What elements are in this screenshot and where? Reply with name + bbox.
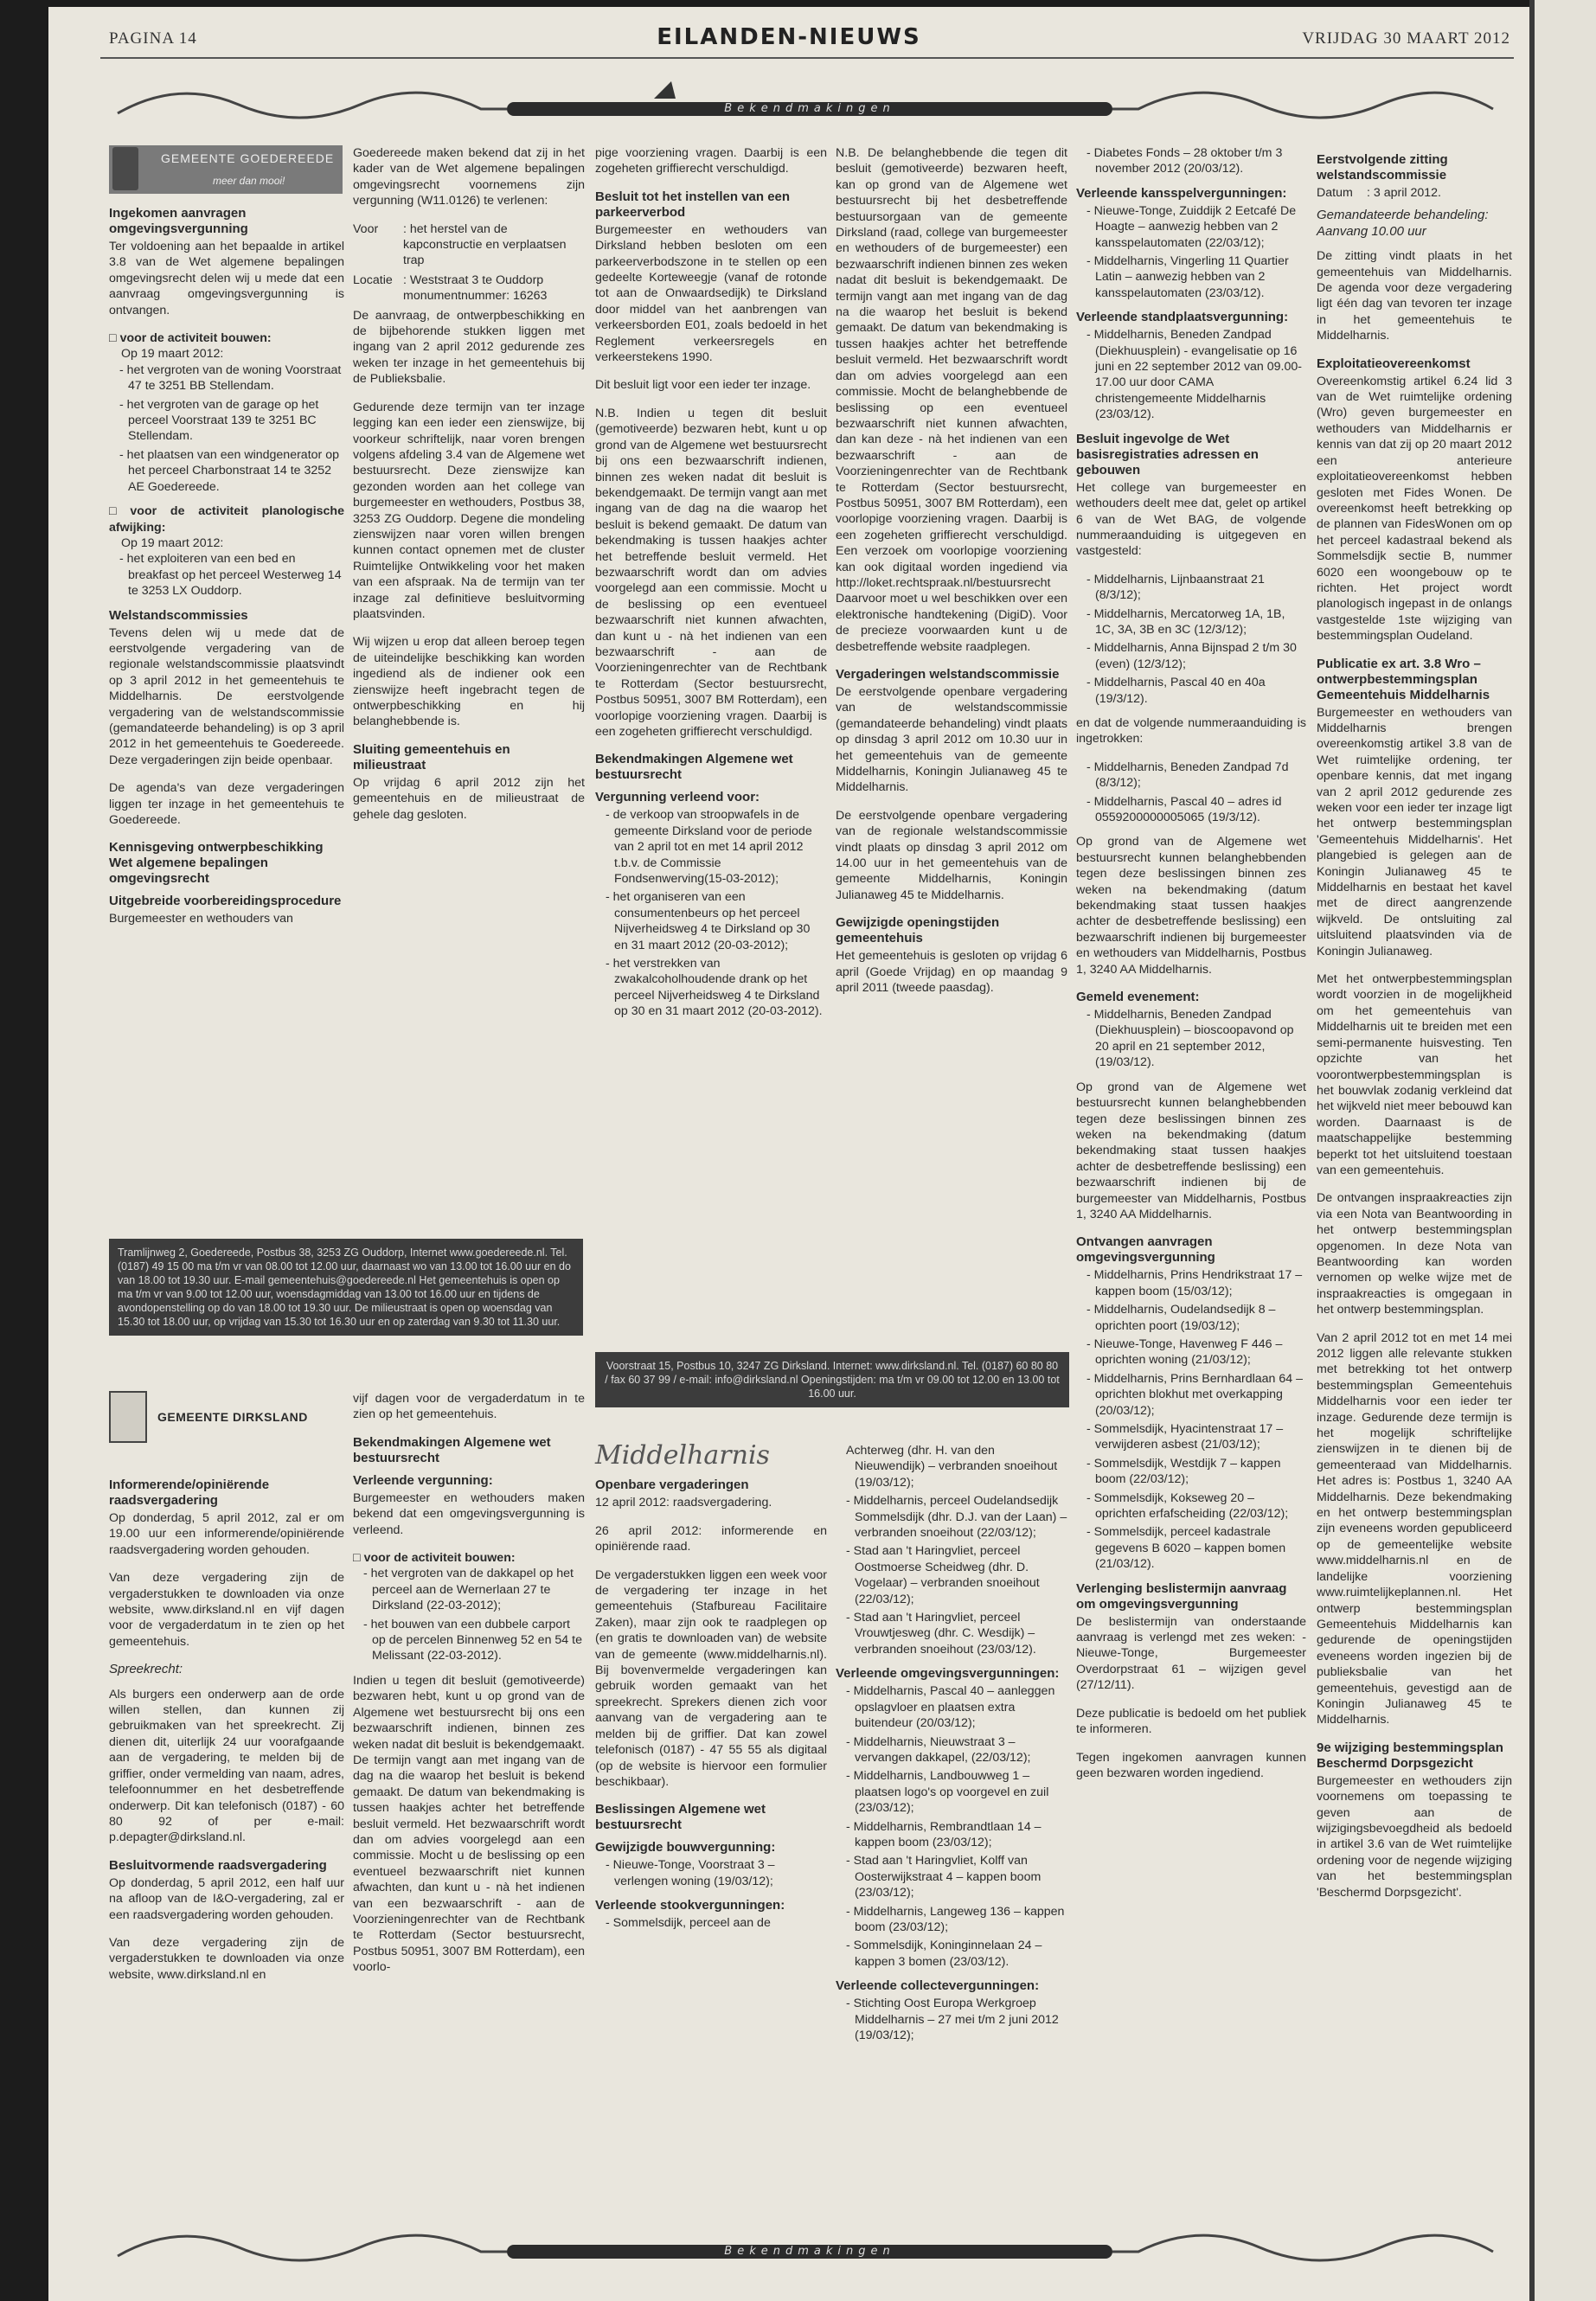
item-list bbox=[1086, 572, 1306, 707]
list-item: - het vergroten van de garage op het perceel Voorstraat 139 te 3251 BC Stellendam. bbox=[119, 397, 319, 444]
item-list bbox=[606, 807, 827, 1019]
list-item: - Middelharnis, Pascal 40 – aanleggen opslagvloer en plaatsen extra buitendeur (20/03/12); bbox=[846, 1684, 1055, 1731]
paragraph: Tegen ingekomen aanvragen kunnen geen bezwaren worden ingediend. bbox=[1076, 1750, 1306, 1780]
adjacent-page-edge bbox=[1529, 0, 1596, 2301]
paragraph: Burgemeester en wethouders van bbox=[109, 912, 293, 926]
middelharnis-logo: Middelharnis bbox=[595, 1440, 770, 1471]
section-heading: Verleende vergunning: bbox=[353, 1472, 493, 1488]
list-item: - Middelharnis, Oudelandsedijk 8 – oprichten poort (19/03/12); bbox=[1086, 1303, 1276, 1333]
paragraph: Op grond van de Algemene wet bestuursrecht kunnen belanghebbenden tegen deze beslissingen binnen zes weken na bekendmaking (datum bekendmaking staat tussen haakjes achter de desbetreffende beslissing) een bezwaarschrift indienen bij de burgemeester van Middelharnis, Postbus 1, 3240 AA Middelharnis. bbox=[1076, 1080, 1306, 1221]
item-list bbox=[606, 1857, 827, 1889]
banner-label-bottom: Bekendmakingen bbox=[507, 2245, 1112, 2259]
paragraph: Op vrijdag 6 april 2012 zijn het gemeentehuis en de milieustraat de gehele dag gesloten. bbox=[353, 775, 585, 822]
kv-key: Locatie bbox=[353, 272, 393, 287]
goedereede-column-1 bbox=[109, 145, 344, 939]
dirksland-logo bbox=[109, 1391, 344, 1443]
list-item: - de verkoop van stroopwafels in de gemeente Dirksland voor de periode van 2 april tot en met 14 april 2012 t.b.v. de Commissie Fondsenwerving(15-03-2012); bbox=[606, 808, 812, 887]
paragraph: Op donderdag, 5 april 2012, zal er om 19.00 uur een informerende/opiniërende raadsvergadering worden gehouden. bbox=[109, 1511, 344, 1557]
list-item: - Middelharnis, Mercatorweg 1A, 1B, 1C, 3A, 3B en 3C (12/3/12); bbox=[1086, 606, 1285, 637]
goedereede-column-2 bbox=[353, 145, 585, 835]
section-heading: 9e wijziging bestemmingsplan Beschermd Dorpsgezicht bbox=[1317, 1740, 1503, 1771]
list-item: - het bouwen van een dubbele carport op de percelen Binnenweg 52 en 54 te Melissant (22-03-2012). bbox=[363, 1617, 582, 1663]
goedereede-crest-icon bbox=[112, 147, 138, 190]
section-heading: Bekendmakingen Algemene wet bestuursrecht bbox=[353, 1434, 551, 1465]
section-heading: Besluit ingevolge de Wet basisregistraties adressen en gebouwen bbox=[1076, 431, 1259, 478]
activity-label: □ voor de activiteit planologische afwijking: bbox=[109, 503, 344, 535]
section-heading: Verlenging beslistermijn aanvraag om omgevingsvergunning bbox=[1076, 1580, 1287, 1612]
list-item: - Sommelsdijk, Westdijk 7 – kappen boom (22/03/12); bbox=[1086, 1456, 1281, 1487]
paragraph: Indien u tegen dit besluit (gemotiveerde) bezwaren hebt, kunt u op grond van de Algemene wet bestuursrecht bij ons een bezwaarschrift indienen, binnen zes weken nadat dit besluit is bekendgemaakt. De termijn vangt aan met ingang van de dag na die waarop het besluit is bekend gemaakt. De datum van bekendmaking is tussen haakjes achter het betreffende besluit vermeld. Het bezwaarschrift wordt dan om advies voorgelegd aan een commissie. Mocht u de beslissing op een eventueel bezwaarschrift niet kunnen afwachten, dan kunt u - nà het indienen van een bezwaarschrift - aan de Voorzieningenrechter van de Rechtbank te Rotterdam (Sector bestuursrecht, Postbus 50951, 3007 BM Rotterdam), een voorlo- bbox=[353, 1673, 585, 1975]
item-list bbox=[1086, 1267, 1306, 1572]
list-item: - het vergroten van de dakkapel op het perceel aan de Wernerlaan 27 te Dirksland (22-03-2012); bbox=[363, 1567, 574, 1613]
subheading: Spreekrecht: bbox=[109, 1662, 183, 1677]
list-item: - Middelharnis, Beneden Zandpad (Diekhuusplein) – bioscoopavond op 20 april en 21 september 2012, (19/03/12). bbox=[1086, 1008, 1294, 1070]
paragraph: Burgemeester en wethouders van Middelharnis brengen overeenkomstig artikel 3.8 van de Wet ruimtelijke ordening, ter openbare kennis, dat met ingang van 2 april 2012 gedurende zes weken voor een ieder ter inzage ligt het ontwerp bestemmingsplan 'Gemeentehuis Middelharnis'. Het plangebied is gelegen aan de Koningin Julianaweg 45 te Middelharnis en bestaat het kavel met de direct aangrenzende wijkveld. De ontsluiting zal uitsluitend plaatsvinden via de Koningin Julianaweg. bbox=[1317, 705, 1512, 958]
section-heading: Welstandscommissies bbox=[109, 607, 248, 623]
paragraph: Van 2 april 2012 tot en met 14 mei 2012 liggen alle relevante stukken met betrekking tot het ontwerp bestemmingsplan Gemeentehuis Middelharnis voor een ieder ter inzage. Gedurende deze termijn is het mogelijk schriftelijke zienswijzen in te dienen bij de gemeenteraad van Middelharnis. Het adres is: Postbus 1, 3240 AA Middelharnis. Deze bekendmaking en het ontwerp bestemmingsplan zijn eveneens worden gepubliceerd op de gemeentelijke website www.middelharnis.nl en de landelijke voorziening www.ruimtelijkeplannen.nl. Het ontwerp bestemmingsplan Gemeentehuis Middelharnis kan gedurende de openingstijden eveneens worden ingezien bij de publieksbalie van het gemeentehuis, gevestigd aan de Koningin Julianaweg 45 te Middelharnis. bbox=[1317, 1330, 1512, 1727]
list-item: - het plaatsen van een windgenerator op het perceel Charbonstraat 14 te 3252 AE Goedereede. bbox=[119, 447, 339, 494]
paragraph: Gedurende deze termijn van ter inzage legging kan een ieder een zienswijze, bij voorkeur schriftelijk, naar voren brengen volgens afdeling 3.4 van de Algemene wet bestuursrecht. Deze zienswijze kan gezonden worden aan het college van burgemeester en wethouders, Postbus 38, 3253 ZG Ouddorp. Degene die mondeling zienswijzen naar voren willen brengen kunnen contact opnemen met de cluster Ruimtelijke Ontwikkeling voor het maken van een afspraak. Na de termijn van ter inzage zal definitieve besluitvorming plaatsvinden. bbox=[353, 400, 585, 621]
item-list bbox=[363, 1566, 585, 1663]
list-item: - het vergroten van de woning Voorstraat 47 te 3251 BB Stellendam. bbox=[119, 362, 342, 394]
list-item: - Stad aan 't Haringvliet, perceel Oostmoerse Scheidweg (dhr. D. Vogelaar) – verbranden snoeihout (22/03/12); bbox=[846, 1544, 1040, 1606]
subheading: Gemandateerde behandeling: Aanvang 10.00 uur bbox=[1317, 208, 1489, 239]
list-item: - Sommelsdijk, Hyacintenstraat 17 – verwijderen asbest (21/03/12); bbox=[1086, 1422, 1284, 1452]
paragraph: 26 april 2012: informerende en opiniërende raad. bbox=[595, 1523, 827, 1554]
list-item: - het organiseren van een consumentenbeurs op het perceel Nijverheidsweg 4 te Dirksland op 30 en 31 maart 2012 (20-03-2012); bbox=[606, 890, 811, 952]
item-list bbox=[1086, 760, 1306, 826]
date-line: Op 19 maart 2012: bbox=[121, 535, 224, 550]
item-list bbox=[119, 362, 344, 495]
section-heading: Sluiting gemeentehuis en milieustraat bbox=[353, 741, 510, 772]
paragraph: Met het ontwerpbestemmingsplan wordt voorzien in de mogelijkheid om het gemeentehuis van Middelharnis uit te breiden met een semi-permanente huisvesting. Ten opzichte van het voorontwerpbestemmingsplan is het bouwvlak zodanig verkleind dat het wijkveld niet meer bebouwd kan worden. Daarnaast is de maatschappelijke bestemming beperkt tot het uitsluitend toestaan van een gemeentehuis. bbox=[1317, 972, 1512, 1177]
header-rule bbox=[100, 57, 1514, 59]
section-heading: Bekendmakingen Algemene wet bestuursrecht bbox=[595, 752, 793, 783]
date-line: Op 19 maart 2012: bbox=[121, 347, 224, 362]
section-heading: Vergunning verleend voor: bbox=[595, 790, 760, 805]
paragraph: De vergaderstukken liggen een week voor de vergadering ter inzage in het gemeentehuis (Stafbureau Facilitaire Zaken), maar zijn ook te raadplegen op (en gratis te downloaden van) de website van de gemeente (www.middelharnis.nl). Bij bovenvermelde vergaderingen kan gebruik worden gemaakt van het spreekrecht. Sprekers dienen zich voor aanvang van de vergadering aan te melden bij de griffier. Dat kan zowel telefonisch (0187) - 47 55 55 als digitaal (op de website is hiervoor een formulier beschikbaar). bbox=[595, 1567, 827, 1789]
list-item: - Sommelsdijk, Koninginnelaan 24 – kappen 3 bomen (23/03/12). bbox=[846, 1939, 1042, 1969]
page-number: PAGINA 14 bbox=[109, 29, 197, 48]
kv-key: Voor bbox=[353, 221, 379, 236]
newspaper-title: EILANDEN-NIEUWS bbox=[657, 24, 921, 50]
section-heading: Besluit tot het instellen van een parkeerverbod bbox=[595, 189, 791, 220]
item-list bbox=[846, 1443, 1067, 1657]
dirksland-crest-icon bbox=[109, 1391, 147, 1443]
list-item: - Sommelsdijk, perceel aan de bbox=[606, 1916, 771, 1931]
section-heading: Exploitatieovereenkomst bbox=[1317, 356, 1471, 371]
section-heading: Informerende/opiniërende raadsvergadering bbox=[109, 1477, 270, 1508]
list-item: - Middelharnis, Pascal 40 en 40a (19/3/12). bbox=[1086, 676, 1266, 706]
item-list bbox=[1086, 1007, 1306, 1071]
section-banner-top bbox=[100, 74, 1510, 135]
list-item: - Nieuwe-Tonge, Havenweg F 446 – oprichten woning (21/03/12); bbox=[1086, 1336, 1283, 1368]
section-heading: Publicatie ex art. 3.8 Wro – ontwerpbestemmingsplan Gemeentehuis Middelharnis bbox=[1317, 656, 1490, 702]
middelharnis-column-4 bbox=[836, 1443, 1067, 2052]
list-item: - Middelharnis, Vingerling 11 Quartier Latin – aanwezig hebben van 2 kansspelautomaten (23/03/12). bbox=[1086, 254, 1289, 300]
paragraph: Goedereede maken bekend dat zij in het kader van de Wet algemene bepalingen omgevingsrecht voornemens zijn vergunning (W11.0126) te verlenen: bbox=[353, 146, 585, 208]
section-heading: Besluitvormende raadsvergadering bbox=[109, 1857, 327, 1873]
paragraph: De agenda's van deze vergaderingen liggen ter inzage in het gemeentehuis te Goedereede. bbox=[109, 781, 344, 827]
paragraph: Het gemeentehuis is gesloten op vrijdag 6 april (Goede Vrijdag) en op maandag 9 april 2011 (tweede paasdag). bbox=[836, 949, 1067, 996]
paragraph: Van deze vergadering zijn de vergaderstukken te downloaden via onze website, www.dirksland.nl en bbox=[109, 1935, 344, 1982]
section-heading: Verleende kansspelvergunningen: bbox=[1076, 185, 1287, 201]
paragraph: Deze publicatie is bedoeld om het publiek te informeren. bbox=[1076, 1706, 1306, 1737]
key-value-row bbox=[1317, 185, 1512, 201]
section-heading: Gewijzigde openingstijden gemeentehuis bbox=[836, 915, 1000, 946]
section-heading: Uitgebreide voorbereidingsprocedure bbox=[109, 894, 342, 909]
section-heading: Verleende stookvergunningen: bbox=[595, 1898, 785, 1913]
list-item: - Middelharnis, Lijnbaanstraat 21 (8/3/12); bbox=[1086, 572, 1265, 603]
list-item: - Middelharnis, perceel Oudelandsedijk Sommelsdijk (dhr. D.J. van der Laan) – verbranden snoeihout (22/03/12); bbox=[846, 1494, 1067, 1541]
list-item: - het verstrekken van zwakalcoholhoudende drank op het perceel Nijverheidsweg 4 te Dirksland op 30 en 31 maart 2012 (20-03-2012). bbox=[606, 957, 823, 1019]
section-heading: Ontvangen aanvragen omgevingsvergunning bbox=[1076, 1234, 1215, 1266]
item-list bbox=[1086, 203, 1306, 301]
paragraph: N.B. De belanghebbende die tegen dit besluit (gemotiveerde) bezwaren heeft, kan op grond van de Algemene wet bestuursrecht bij het desbetreffende bestuursorgaan van de gemeente Dirksland (raad, college van burgemeester en wethouders of de burgemeester) een bezwaarschrift indienen binnen zes weken nadat dit besluit is bekendgemaakt. De termijn vangt aan met ingang van de dag na die waarop het besluit is bekend gemaakt. De datum van bekendmaking is tussen haakjes achter het betreffende besluit vermeld. Het bezwaarschrift wordt dan om advies voorgelegd aan een commissie. Mocht de belanghebbende de beslissing op een eventueel bezwaarschrift niet kunnen afwachten, dan kan deze - nà het indienen van een bezwaarschrift - aan de Voorzieningenrechter van de Rechtbank te Rotterdam (Sector bestuursrecht, Postbus 50951, 3007 BM Rotterdam), een voorlopige voorziening vragen. Daarbij is een zogeheten griffierecht verschuldigd. Een verzoek om voorlopige voorziening kan ook digitaal worden ingediend via http://loket.rechtspraak.nl/bestuursrecht Daarvoor moet u wel beschikken over een elektronische handtekening (DigiD). Voor de precieze voorwaarden kunt u de desbetreffende website raadplegen. bbox=[836, 146, 1067, 654]
paragraph: Tevens delen wij u mede dat de eerstvolgende vergadering van de regionale welstandscommissie plaatsvindt op 3 april 2012 in het gemeentehuis te Middelharnis. De eerstvolgende vergadering van de welstandscommissie (gemandateerde behandeling) is op 3 april 2012 in het gemeentehuis te Goedereede. Deze vergaderingen zijn beide openbaar. bbox=[109, 625, 344, 767]
list-item: - Middelharnis, Pascal 40 – adres id 0559200000005065 (19/3/12). bbox=[1086, 794, 1282, 824]
paragraph: Burgemeester en wethouders van Dirksland hebben besloten om een parkeerverbodszone in te stellen op een gedeelte Korteweegje (vanaf de rotonde tot aan de Onwaardsedijk) te Dirksland door middel van het aanbrengen van verkeersborden E01, zoals bedoeld in het Reglement verkeersregels en verkeerstekens 1990. bbox=[595, 222, 827, 365]
list-item: - Stad aan 't Haringvliet, Kolff van Oosterwijkstraat 4 – kappen boom (23/03/12); bbox=[846, 1854, 1042, 1900]
paragraph: Van deze vergadering zijn de vergaderstukken te downloaden via onze website, www.dirksland.nl en vijf dagen voor de vergaderdatum in te zien op het gemeentehuis. bbox=[109, 1571, 344, 1649]
paragraph: Burgemeester en wethouders maken bekend dat een omgevingsvergunning is verleend. bbox=[353, 1490, 585, 1537]
list-item: - Nieuwe-Tonge, Zuiddijk 2 Eetcafé De Hoagte – aanwezig hebben van 2 kansspelautomaten (22/03/12); bbox=[1086, 203, 1297, 250]
activity-label: □ voor de activiteit bouwen: bbox=[353, 1550, 585, 1566]
item-list bbox=[1086, 145, 1306, 177]
list-item: - Diabetes Fonds – 28 oktober t/m 3 november 2012 (20/03/12). bbox=[1086, 146, 1283, 176]
paragraph: Op grond van de Algemene wet bestuursrecht kunnen belanghebbenden tegen deze beslissingen binnen zes weken na bekendmaking (datum bekendmaking staat tussen haakjes achter de desbetreffende beslissing) een bezwaarschrift indienen bij burgemeester en wethouders van Middelharnis, Postbus 1, 3240 AA Middelharnis. bbox=[1076, 835, 1306, 977]
section-heading: Ingekomen aanvragen omgevingsvergunning bbox=[109, 206, 248, 236]
section-heading: Gemeld evenement: bbox=[1076, 990, 1200, 1005]
list-item: - Sommelsdijk, Kokseweg 20 – oprichten erfafscheiding (22/03/12); bbox=[1086, 1490, 1289, 1522]
section-heading: Kennisgeving ontwerpbeschikking Wet algemene bepalingen omgevingsrecht bbox=[109, 840, 324, 887]
item-list bbox=[846, 1683, 1067, 1970]
paragraph: Ter voldoening aan het bepaalde in artikel 3.8 van de Wet algemene bepalingen omgevingsrecht delen wij u mede dat een aanvraag omgevingsvergunning is ontvangen. bbox=[109, 240, 344, 317]
section-heading: Beslissingen Algemene wet bestuursrecht bbox=[595, 1802, 766, 1833]
list-item: - Middelharnis, Landbouwweg 1 – plaatsen logo's op voorgevel en zuil (23/03/12); bbox=[846, 1769, 1049, 1816]
section-heading: Gewijzigde bouwvergunning: bbox=[595, 1840, 776, 1856]
list-item: - Middelharnis, Beneden Zandpad (Diekhuusplein) - evangelisatie op 16 juni en 22 september 2012 van 09.00-17.00 uur door CAMA christengemeente Middelharnis (23/03/12). bbox=[1086, 328, 1302, 422]
paragraph: N.B. Indien u tegen dit besluit (gemotiveerde) bezwaren hebt, kunt u op grond van de Algemene wet bestuursrecht bij ons een bezwaarschrift indienen, binnen zes weken nadat dit besluit is bekendgemaakt. De termijn vangt aan met ingang van de dag na die waarop het besluit is bekend gemaakt. De datum van bekendmaking is tussen haakjes achter het betreffende besluit vermeld. Het bezwaarschrift wordt dan om advies voorgelegd aan een commissie. Mocht u de beslissing op een eventueel bezwaarschrift niet kunnen afwachten, dan kunt u - nà het indienen van een bezwaarschrift - aan de Voorzieningenrechter van de Rechtbank te Rotterdam (Sector bestuursrecht, Postbus 50951, 3007 BM Rotterdam), een voorlopige voorziening vragen. Daarbij is een zogeheten griffierecht verschuldigd. bbox=[595, 406, 827, 739]
list-item: - Middelharnis, Nieuwstraat 3 – vervangen dakkapel, (22/03/12); bbox=[846, 1734, 1031, 1765]
list-item: - Stichting Oost Europa Werkgroep Middelharnis – 27 mei t/m 2 juni 2012 (19/03/12); bbox=[846, 1997, 1059, 2042]
list-item: - Middelharnis, Rembrandtlaan 14 – kappen boom (23/03/12); bbox=[846, 1819, 1042, 1849]
list-item: - Nieuwe-Tonge, Voorstraat 3 – verlengen woning (19/03/12); bbox=[606, 1858, 775, 1888]
item-list bbox=[1086, 327, 1306, 422]
list-item: - Sommelsdijk, perceel kadastrale gegevens B 6020 – kappen bomen (21/03/12). bbox=[1086, 1525, 1286, 1572]
paragraph: Het college van burgemeester en wethouders deelt mee dat, gelet op artikel 6 van de Wet BAG, de volgende nummeraanduiding is uitgegeven en vastgesteld: bbox=[1076, 480, 1306, 559]
section-heading: Verleende collectevergunningen: bbox=[836, 1978, 1040, 1994]
newspaper-sheet bbox=[48, 7, 1529, 2301]
dirksland-logo-title: GEMEENTE DIRKSLAND bbox=[157, 1409, 308, 1424]
paragraph: De aanvraag, de ontwerpbeschikking en de bijbehorende stukken liggen met ingang van 2 april 2012 gedurende zes weken ter inzage in het gemeentehuis bij de Publieksbalie. bbox=[353, 308, 585, 387]
paragraph: Burgemeester en wethouders zijn voornemens om toepassing te geven aan de wijzigingsbevoegdheid als bedoeld in artikel 3.6 van de Wet ruimtelijke ordening voor de negende wijziging van het bestemmingsplan 'Beschermd Dorpsgezicht'. bbox=[1317, 1773, 1512, 1900]
middelharnis-column-3 bbox=[595, 1426, 827, 1940]
middelharnis-column-5 bbox=[1076, 145, 1306, 1793]
item-list bbox=[606, 1915, 827, 1931]
paragraph: vijf dagen voor de vergaderdatum in te zien op het gemeentehuis. bbox=[353, 1392, 585, 1422]
paragraph: Op donderdag, 5 april 2012, een half uur na afloop van de I&O-vergadering, zal er een raadsvergadering worden gehouden. bbox=[109, 1875, 344, 1922]
paragraph: De eerstvolgende openbare vergadering van de welstandscommissie (gemandateerde behandeling) vindt plaats op dinsdag 3 april 2012 om 10.30 uur in het gemeentehuis van de gemeente Middelharnis, Koningin Julianaweg 45 te Middelharnis. bbox=[836, 685, 1067, 795]
paragraph: De beslistermijn van onderstaande aanvraag is verlengd met zes weken: -Nieuwe-Tonge, Burgemeester Overdorpstraat 61 – wijzigen gevel (27/12/11). bbox=[1076, 1614, 1306, 1693]
dirksland-column-1 bbox=[109, 1391, 344, 1995]
paragraph: De ontvangen inspraakreacties zijn via een Nota van Beantwoording in het ontwerp bestemmingsplan opgenomen. In deze Nota van Beantwoording kan worden vernomen op welke wijze met de inspraakreacties is omgegaan in het ontwerp bestemmingsplan. bbox=[1317, 1191, 1512, 1317]
paragraph: en dat de volgende nummeraanduiding is ingetrokken: bbox=[1076, 715, 1306, 747]
paragraph: pige voorziening vragen. Daarbij is een zogeheten griffierecht verschuldigd. bbox=[595, 146, 827, 176]
paragraph: Overeenkomstig artikel 6.24 lid 3 van de Wet ruimtelijke ordening (Wro) geven burgemeester en wethouders van Middelharnis er kennis van dat zij op 20 maart 2012 een anterieure exploitatieovereenkomst hebben gesloten met Fides Wonen. De overeenkomst heeft betrekking op de plannen van FidesWonen om op het perceel kadastraal bekend als Sommelsdijk sectie B, nummer 6020 een woongebouw op te richten. Het project wordt planologisch ingepast in de onlangs vastgestelde 1ste wijziging van bestemmingsplan Oudeland. bbox=[1317, 374, 1512, 644]
section-heading: Verleende omgevingsvergunningen: bbox=[836, 1666, 1060, 1682]
banner-label: Bekendmakingen bbox=[507, 102, 1112, 116]
kv-value: : 3 april 2012. bbox=[1367, 186, 1441, 200]
paragraph: Wij wijzen u erop dat alleen beroep tegen de uiteindelijke beschikking kan worden ingediend als de indiener ook een zienswijze heeft ingebracht tegen de ontwerpbeschikking en hij belanghebbende is. bbox=[353, 635, 585, 729]
list-item: - Middelharnis, Prins Hendrikstraat 17 – kappen boom (15/03/12); bbox=[1086, 1268, 1303, 1298]
middelharnis-column-6 bbox=[1317, 145, 1512, 1913]
list-item: Achterweg (dhr. H. van den Nieuwendijk) – verbranden snoeihout (19/03/12); bbox=[846, 1444, 1058, 1490]
paragraph: De eerstvolgende openbare vergadering van de regionale welstandscommissie vindt plaats op dinsdag 3 april 2012 om 14.00 uur in het gemeentehuis van de gemeente Middelharnis, Koningin Julianaweg 45 te Middelharnis. bbox=[836, 808, 1067, 902]
list-item: - Middelharnis, Anna Bijnspad 2 t/m 30 (even) (12/3/12); bbox=[1086, 641, 1297, 671]
paragraph: 12 april 2012: raadsvergadering. bbox=[595, 1496, 772, 1510]
dirksland-column-4 bbox=[836, 145, 1067, 1009]
issue-date: VRIJDAG 30 MAART 2012 bbox=[1302, 29, 1510, 48]
dirksland-column-2 bbox=[353, 1391, 585, 1988]
kv-value: : het herstel van de kapconstructie en verplaatsen trap bbox=[403, 221, 567, 268]
list-item: - Stad aan 't Haringvliet, perceel Vrouwtjesweg (dhr. C. Wesdijk) – verbranden snoeihout (23/03/12). bbox=[846, 1611, 1036, 1657]
section-heading: Vergaderingen welstandscommissie bbox=[836, 667, 1060, 682]
key-value-row bbox=[353, 272, 585, 304]
section-banner-bottom bbox=[100, 2217, 1510, 2278]
kv-key: Datum bbox=[1317, 186, 1353, 200]
kv-value: : Weststraat 3 te Ouddorp monumentnummer: 16263 bbox=[403, 272, 548, 304]
goedereede-logo bbox=[109, 145, 343, 194]
activity-label: □ voor de activiteit bouwen: bbox=[109, 330, 344, 346]
list-item: - Middelharnis, Prins Bernhardlaan 64 – oprichten blokhut met overkapping (20/03/12); bbox=[1086, 1371, 1303, 1418]
item-list bbox=[119, 551, 344, 599]
list-item: - het exploiteren van een bed en breakfast op het perceel Westerweg 14 te 3253 LX Ouddorp. bbox=[119, 552, 342, 599]
goedereede-logo-subtitle: meer dan mooi! bbox=[213, 175, 285, 187]
list-item: - Middelharnis, Langeweg 136 – kappen boom (23/03/12); bbox=[846, 1904, 1065, 1934]
goedereede-contact-box: Tramlijnweg 2, Goedereede, Postbus 38, 3253 ZG Ouddorp, Internet www.goedereede.nl. Tel. (0187) 49 15 00 ma t/m vr van 08.00 tot 12.00 uur, daarnaast wo van 13.00 tot 16.00 uur en do van 18.00 tot 19.30 uur. E-mail gemeentehuis@goedereede.nl Het gemeentehuis is open op ma t/m vr van 9.00 tot 12.00 uur, woensdagmiddag van 13.00 tot 16.00 uur en tijdens de avondopenstelling op do van 18.00 tot 19.30 uur. De milieustraat is open op woensdag van 15.30 tot 18.00 uur, op vrijdag van 15.30 tot 16.30 uur en op zaterdag van 9.30 tot 11.30 uur. bbox=[109, 1239, 583, 1336]
goedereede-logo-title: GEMEENTE GOEDEREEDE bbox=[161, 151, 335, 165]
dirksland-column-3 bbox=[595, 145, 827, 1029]
item-list bbox=[846, 1996, 1067, 2043]
section-heading: Openbare vergaderingen bbox=[595, 1477, 749, 1493]
paragraph: De zitting vindt plaats in het gemeentehuis van Middelharnis. De agenda voor deze vergadering ligt één dag van tevoren ter inzage in het gemeentehuis te Middelharnis. bbox=[1317, 249, 1512, 343]
paragraph: Dit besluit ligt voor een ieder ter inzage. bbox=[595, 378, 811, 393]
dirksland-contact-box: Voorstraat 15, Postbus 10, 3247 ZG Dirksland. Internet: www.dirksland.nl. Tel. (0187) 60 80 80 / fax 60 37 99 / e-mail: info@dirksland.nl Openingstijden: ma t/m vr 09.00 tot 12.00 en 13.00 tot 16.00 uur. bbox=[595, 1352, 1069, 1407]
paragraph: Als burgers een onderwerp aan de orde willen stellen, dan kunnen zij gebruikmaken van het spreekrecht. Zij dienen dit, uiterlijk 24 uur voorafgaande aan de vergadering, te melden bij de griffier, onder vermelding van naam, adres, telefoonnummer en het desbetreffende onderwerp. Dit kan telefonisch (0187) - 60 80 92 of per e-mail: p.depagter@dirksland.nl. bbox=[109, 1687, 344, 1845]
section-heading: Eerstvolgende zitting welstandscommissie bbox=[1317, 152, 1448, 183]
section-heading: Verleende standplaatsvergunning: bbox=[1076, 310, 1289, 325]
list-item: - Middelharnis, Beneden Zandpad 7d (8/3/12); bbox=[1086, 760, 1289, 791]
key-value-row bbox=[353, 221, 585, 269]
